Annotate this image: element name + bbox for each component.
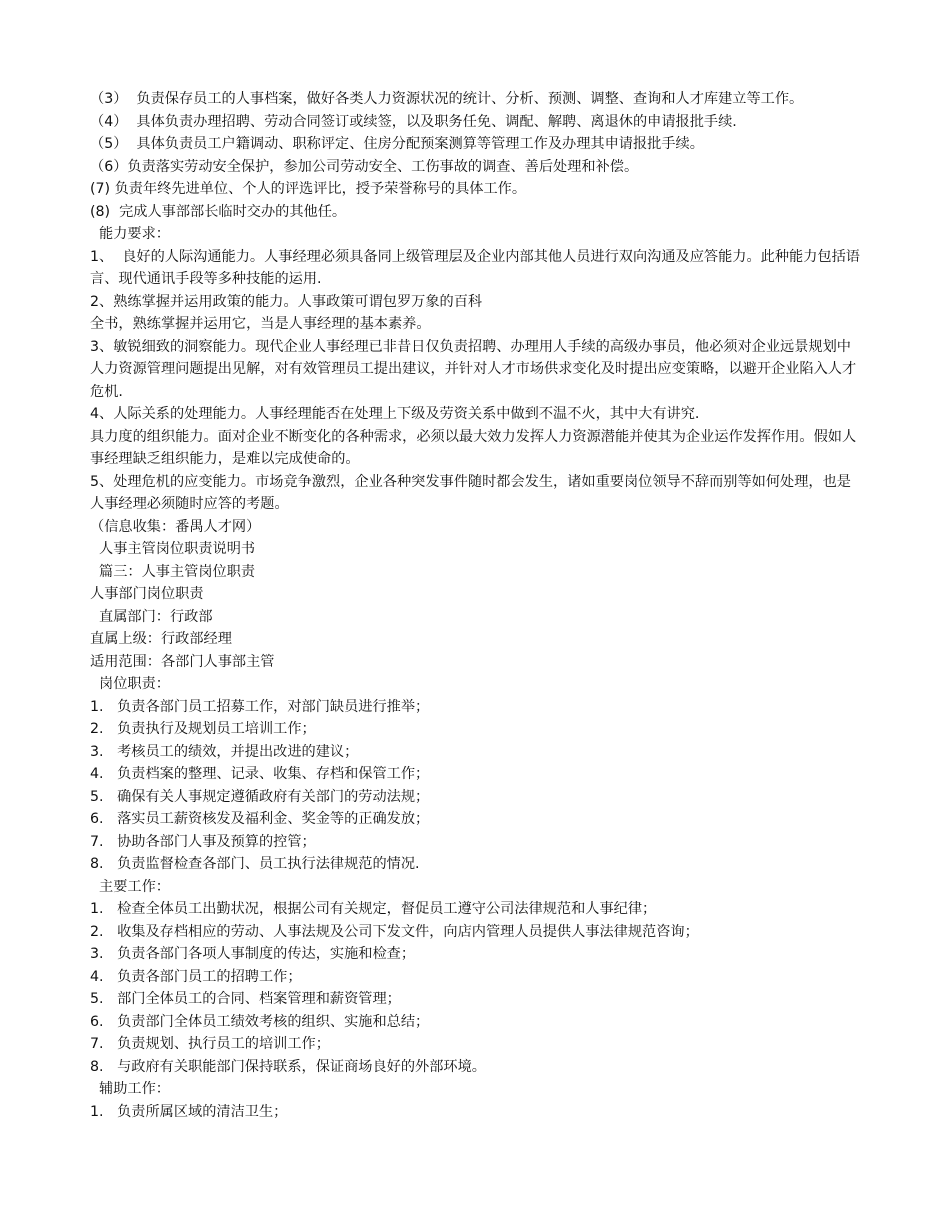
job-duty-item: 7. 协助各部门人事及预算的控管； xyxy=(90,833,316,850)
main-work-item: 6. 负责部门全体员工绩效考核的组织、实施和总结； xyxy=(90,1013,430,1030)
document-body xyxy=(90,88,865,1123)
direct-superior: 直属上级：行政部经理 xyxy=(90,631,232,647)
chapter-heading: 篇三：人事主管岗位职责 xyxy=(90,563,256,580)
main-work-item: 7. 负责规划、执行员工的培训工作； xyxy=(90,1036,330,1052)
ability-1-paragraph: 1、 良好的人际沟通能力。人事经理必须具备同上级管理层及企业内部其他人员进行双向沟通及应答能力。此种能力包括语言、现代通讯手段等多种技能的运用. xyxy=(90,248,860,287)
ability-2-paragraph: 2、熟练掌握并运用政策的能力。人事政策可谓包罗万象的百科 xyxy=(90,293,483,310)
ability-2-continuation: 全书，熟练掌握并运用它，当是人事经理的基本素养。 xyxy=(90,316,431,332)
job-duty-item: 5. 确保有关人事规定遵循政府有关部门的劳动法规； xyxy=(90,788,430,805)
duty-3-paragraph: （3） 负责保存员工的人事档案，做好各类人力资源状况的统计、分析、预测、调整、查询和人才库建立等工作。 xyxy=(90,91,804,107)
section-title: 人事部门岗位职责 xyxy=(90,586,204,602)
duty-8-paragraph: (8) 完成人事部部长临时交办的其他任。 xyxy=(90,203,347,220)
source-note: （信息收集：番禺人才网） xyxy=(90,518,261,535)
job-duty-item: 1. 负责各部门员工招募工作，对部门缺员进行推举； xyxy=(90,698,430,715)
scope-of-application: 适用范围：各部门人事部主管 xyxy=(90,653,275,670)
job-duty-item: 6. 落实员工薪资核发及福利金、奖金等的正确发放； xyxy=(90,811,430,827)
main-work-item: 1. 检查全体员工出勤状况，根据公司有关规定，督促员工遵守公司法律规范和人事纪律； xyxy=(90,901,657,917)
main-work-item: 5. 部门全体员工的合同、档案管理和薪资管理； xyxy=(90,991,401,1007)
organization-ability-paragraph: 具力度的组织能力。面对企业不断变化的各种需求，必须以最大效力发挥人力资源潜能并使其为企业运作发挥作用。假如人事经理缺乏组织能力，是难以完成使命的。 xyxy=(90,428,857,467)
job-duty-item: 2. 负责执行及规划员工培训工作； xyxy=(90,721,316,737)
duty-5-paragraph: （5） 具体负责员工户籍调动、职称评定、住房分配预案测算等管理工作及办理其申请报批手续。 xyxy=(90,136,704,152)
document-title: 人事主管岗位职责说明书 xyxy=(90,541,256,557)
main-work-item: 4. 负责各部门员工的招聘工作； xyxy=(90,968,302,985)
duty-6-paragraph: （6）负责落实劳动安全保护，参加公司劳动安全、工伤事故的调查、善后处理和补偿。 xyxy=(90,158,639,175)
job-duty-item: 8. 负责监督检查各部门、员工执行法律规范的情况. xyxy=(90,856,420,872)
ability-3-paragraph: 3、敏锐细致的洞察能力。现代企业人事经理已非昔日仅负责招聘、办理用人手续的高级办事员，他必须对企业远景规划中人力资源管理问题提出见解，对有效管理员工提出建议，并针对人才市场供求变化及时提出应变策略，以避开企业陷入人才危机. xyxy=(90,338,857,400)
auxiliary-work-item: 1. 负责所属区域的清洁卫生； xyxy=(90,1103,288,1120)
auxiliary-work-heading: 辅助工作： xyxy=(90,1081,170,1097)
main-work-item: 8. 与政府有关职能部门保持联系，保证商场良好的外部环境。 xyxy=(90,1058,486,1075)
duty-4-paragraph: （4） 具体负责办理招聘、劳动合同签订或续签，以及职务任免、调配、解聘、离退休的申请报批手续. xyxy=(90,113,737,130)
direct-department: 直属部门：行政部 xyxy=(90,608,213,625)
main-work-item: 2. 收集及存档相应的劳动、人事法规及公司下发文件，向店内管理人员提供人事法律规范咨询； xyxy=(90,923,699,940)
job-duty-item: 4. 负责档案的整理、记录、收集、存档和保管工作； xyxy=(90,766,430,782)
job-duty-item: 3. 考核员工的绩效，并提出改进的建议； xyxy=(90,743,359,760)
duty-7-paragraph: (7) 负责年终先进单位、个人的评选评比，授予荣誉称号的具体工作。 xyxy=(90,181,527,197)
main-work-item: 3. 负责各部门各项人事制度的传达，实施和检查； xyxy=(90,946,416,962)
ability-5-paragraph: 5、处理危机的应变能力。市场竞争激烈，企业各种突发事件随时都会发生，诸如重要岗位领导不辞而别等如何处理，也是人事经理必须随时应答的考题。 xyxy=(90,473,851,512)
main-work-heading: 主要工作： xyxy=(90,878,170,895)
ability-4-paragraph: 4、人际关系的处理能力。人事经理能否在处理上下级及劳资关系中做到不温不火，其中大有讲究. xyxy=(90,406,700,422)
job-duties-heading: 岗位职责： xyxy=(90,676,170,692)
ability-requirements-heading: 能力要求： xyxy=(90,226,170,242)
